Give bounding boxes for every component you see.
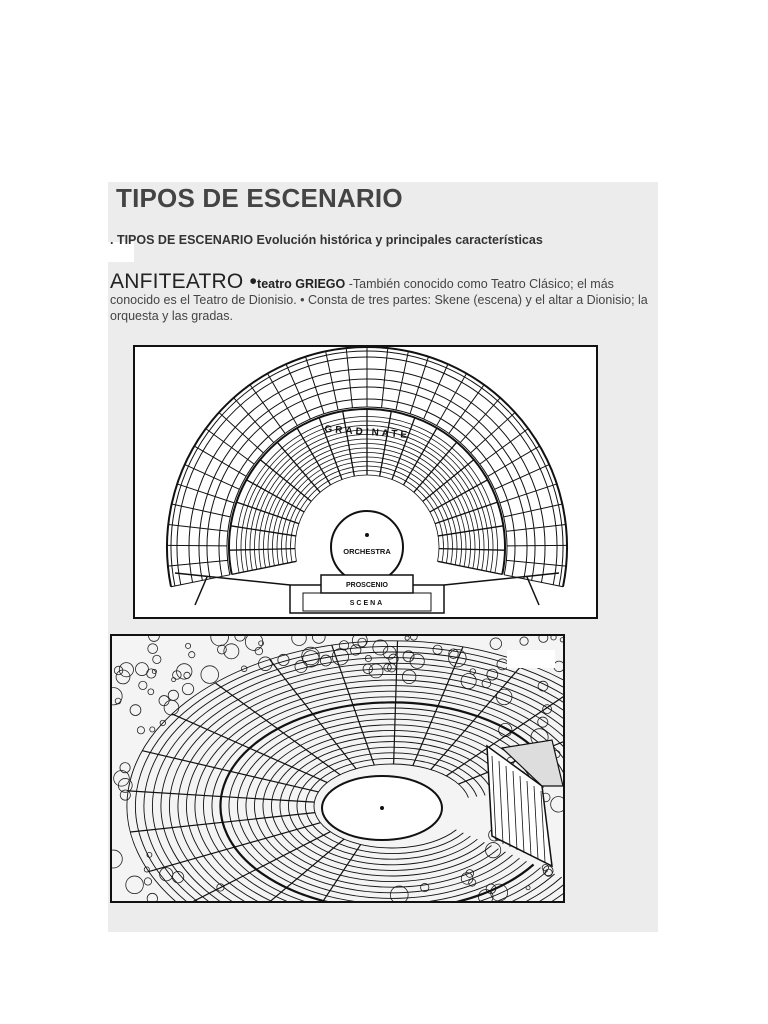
- greek-theatre-illustration-icon: [112, 636, 563, 901]
- term-label: teatro GRIEGO: [257, 277, 346, 291]
- page-subtitle: . TIPOS DE ESCENARIO Evolución histórica y principales características: [110, 233, 543, 247]
- heading-word: ANFITEATRO •: [110, 270, 258, 293]
- scena-label: SCENA: [349, 600, 385, 607]
- theatre-plan-drawing: [135, 347, 596, 617]
- proscenio-label: PROSCENIO: [345, 582, 389, 589]
- body-paragraph: [110, 270, 658, 324]
- theatre-perspective-figure: [110, 634, 565, 903]
- gradinate-label: GRADINATE: [324, 424, 411, 441]
- body-text: -También conocido como Teatro Clásico; el más conocido es el Teatro de Dionisio. • Consta de tres partes: Skene (escena) y el altar a Dionisio; la orquesta y las gradas.: [110, 277, 648, 323]
- theatre-plan-figure: [133, 345, 598, 619]
- page-title: TIPOS DE ESCENARIO: [116, 183, 403, 213]
- orchestra-label: ORCHESTRA: [343, 547, 391, 556]
